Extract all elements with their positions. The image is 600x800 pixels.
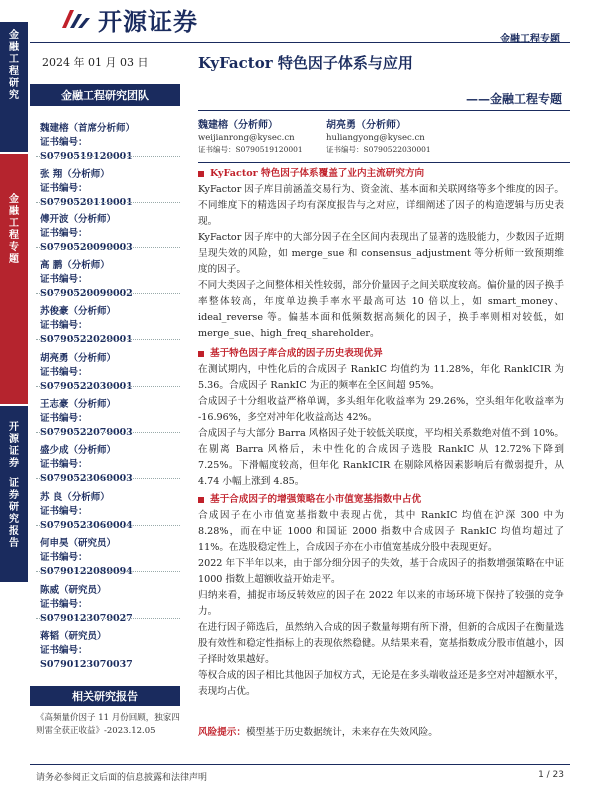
team-label: 金融工程研究团队 — [30, 84, 180, 106]
company-logo — [58, 4, 268, 34]
analyst-cert: 证书编号：S0790523060004 — [40, 506, 133, 531]
related-report-link[interactable]: 《高频量价因子 11 月份回顾，独家四则雷全获正收益》-2023.12.05 — [36, 713, 180, 736]
footer-disclaimer: 请务必参阅正文后面的信息披露和法律声明 — [36, 773, 208, 783]
analyst-card — [40, 630, 180, 672]
rail-char: 融 — [9, 206, 19, 217]
analyst-divider — [36, 202, 180, 203]
analyst-name: 陈威（研究员） — [40, 585, 107, 596]
page-number: 1 / 23 — [538, 770, 564, 780]
analyst-cert: 证书编号：S0790523060003 — [40, 459, 133, 484]
rail-char: 工 — [9, 218, 19, 229]
analyst-name: 傅开波（分析师） — [40, 214, 117, 225]
paragraph: 合成因子十分组收益严格单调，多头组年化收益率为 29.26%，空头组年化收益率为 -16.96%，多空对冲年化收益高达 42%。 — [198, 396, 564, 423]
section-1 — [198, 166, 564, 342]
analyst-card — [40, 213, 180, 255]
analyst-divider — [36, 432, 180, 433]
related-reports-label: 相关研究报告 — [30, 686, 180, 706]
analyst-name: 盛少成（分析师） — [40, 445, 117, 456]
paragraph: 归纳来看，捕捉市场反转效应的因子在 2022 年以来的市场环境下保持了较强的竞争力。 — [198, 590, 564, 617]
risk-text: 模型基于历史数据统计，未来存在失效风险。 — [245, 727, 438, 738]
section-heading — [198, 346, 564, 362]
analyst-card — [40, 491, 180, 533]
analyst-name: 魏建榕（首席分析师） — [40, 123, 136, 134]
analyst-card — [40, 168, 180, 210]
rail-char: 融 — [9, 42, 19, 53]
rail-char: 金 — [9, 30, 19, 41]
analyst-name: 苏 良（分析师） — [40, 492, 110, 503]
rail-char: 究 — [9, 514, 19, 525]
author-cert: 证书编号：S0790519120001 — [198, 145, 303, 154]
rail-char: 源 — [9, 434, 19, 445]
section-2 — [198, 346, 564, 490]
author-block — [326, 120, 431, 156]
paragraph: 在测试期内，中性化后的合成因子 RankIC 均值约为 11.28%，年化 RankICIR 为 5.36。合成因子 RankIC 为正的频率在全区间超 95%。 — [198, 364, 564, 391]
rail-char: 券 — [9, 458, 19, 469]
analyst-divider — [36, 525, 180, 526]
header-divider — [30, 42, 570, 43]
analyst-name: 蒋韬（研究员） — [40, 631, 107, 642]
author-email[interactable]: weijianrong@kysec.cn — [198, 133, 295, 143]
analyst-name: 何申昊（研究员） — [40, 538, 117, 549]
logo-mark-icon — [58, 6, 92, 32]
section-3 — [198, 492, 564, 700]
author-name: 魏建榕（分析师） — [198, 120, 278, 131]
analyst-cert: 证书编号：S0790522030001 — [40, 367, 133, 392]
section-heading — [198, 492, 564, 508]
logo-text: 开源证券 — [98, 7, 198, 36]
analyst-divider — [36, 339, 180, 340]
author-cert: 证书编号：S0790522030001 — [326, 145, 431, 154]
analyst-card — [40, 352, 180, 394]
paragraph: 等权合成的因子相比其他因子加权方式，无论是在多头端收益还是多空对冲超额水平，表现均占优。 — [198, 670, 564, 697]
section-heading-text: 基于合成因子的增强策略在小市值宽基指数中占优 — [210, 494, 422, 505]
risk-label: 风险提示： — [198, 727, 246, 738]
risk-warning — [198, 724, 438, 738]
vertical-rail — [0, 22, 28, 582]
analyst-divider — [36, 478, 180, 479]
paragraph: 不同大类因子之间整体相关性较弱，部分价量因子之间关联度较高。偏价量的因子换手率整体较高，年度单边换手率水平最高可达 10 倍以上，如 smart_money、ideal_reverse 等。偏基本面和低频数据高频化的因子，换手率则相对较低，如 merge_sue、high_freq_shareholder。 — [198, 280, 564, 339]
paragraph: 在进行因子筛选后，虽然纳入合成的因子数量每期有所下滑，但新的合成因子在衡量选股有效性和稳定性指标上的表现依然稳健。从结果来看，宽基指数成分股市值越小，因子择时效果越好。 — [198, 622, 564, 665]
analyst-card — [40, 444, 180, 486]
analyst-cert: 证书编号：S0790123070037 — [40, 645, 133, 670]
rail-char: 程 — [9, 66, 19, 77]
analyst-card — [40, 537, 180, 579]
analyst-card — [40, 398, 180, 440]
report-date: 2024 年 01 月 03 日 — [42, 56, 149, 69]
author-block — [198, 120, 303, 156]
author-divider — [198, 162, 570, 163]
rail-char: 专 — [9, 242, 19, 253]
analyst-name: 胡亮勇（分析师） — [40, 353, 117, 364]
rail-char: 究 — [9, 90, 19, 101]
rail-char: 券 — [9, 490, 19, 501]
rail-char: 工 — [9, 54, 19, 65]
bullet-icon — [198, 351, 204, 357]
analyst-cert: 证书编号：S0790123070027 — [40, 599, 133, 624]
rail-segment-topic — [0, 154, 28, 404]
analyst-cert: 证书编号：S0790520090003 — [40, 228, 133, 253]
section-heading-text: 基于特色因子库合成的因子历史表现优异 — [210, 348, 383, 359]
analyst-cert: 证书编号：S0790522070003 — [40, 413, 133, 438]
analyst-card — [40, 305, 180, 347]
paragraph: KyFactor 因子库目前涵盖交易行为、资金流、基本面和关联网络等多个维度的因子。不同维度下的精选因子均有深度报告与之对应，详细阐述了因子的构造逻辑与历史表现。 — [198, 184, 564, 227]
rail-segment-research — [0, 22, 28, 152]
analyst-divider — [36, 571, 180, 572]
title-divider — [198, 110, 570, 111]
analyst-cert: 证书编号：S0790122080094 — [40, 552, 133, 577]
rail-char: 告 — [9, 538, 19, 549]
rail-char: 研 — [9, 78, 19, 89]
analyst-name: 苏俊豪（分析师） — [40, 306, 117, 317]
analyst-card — [40, 584, 180, 626]
rail-char: 程 — [9, 230, 19, 241]
section-heading-text: KyFactor 特色因子体系覆盖了业内主流研究方向 — [210, 168, 425, 179]
section-heading — [198, 166, 564, 182]
bullet-icon — [198, 497, 204, 503]
paragraph: 合成因子与大部分 Barra 风格因子处于较低关联度，平均相关系数绝对值不到 10%。在剔离 Barra 风格后，未中性化的合成因子选股 RankIC 从 12.72%下降到 7.25%。下滑幅度较高，但年化 RankICIR 在剔除风格因素影响后有微弱提升，从 4.74 小幅上涨到 4.85。 — [198, 428, 564, 487]
bullet-icon — [198, 171, 204, 177]
rail-char: 证 — [9, 446, 19, 457]
analyst-divider — [36, 247, 180, 248]
footer-divider — [30, 764, 570, 765]
author-name: 胡亮勇（分析师） — [326, 120, 406, 131]
paragraph: 合成因子在小市值宽基指数中表现占优，其中 RankIC 均值在沪深 300 中为 8.28%，而在中证 1000 和国证 2000 指数中合成因子 RankIC 均值均超过了 11%。在选股稳定性上，合成因子亦在小市值宽基成分股中表现更好。 — [198, 510, 564, 553]
author-email[interactable]: huliangyong@kysec.cn — [326, 133, 425, 143]
rail-char: 开 — [9, 422, 19, 433]
analyst-cert: 证书编号：S0790519120001 — [40, 137, 133, 162]
analyst-cert: 证书编号：S0790520110001 — [40, 183, 133, 208]
paragraph: 2022 年下半年以来，由于部分细分因子的失效，基于合成因子的指数增强策略在中证 1000 指数上超额收益开始走平。 — [198, 558, 564, 585]
report-subtitle: ——金融工程专题 — [465, 92, 562, 106]
rail-char: 研 — [9, 502, 19, 513]
analyst-divider — [36, 156, 180, 157]
analyst-divider — [36, 293, 180, 294]
report-title: KyFactor 特色因子体系与应用 — [198, 54, 413, 72]
analyst-cert: 证书编号：S0790520090002 — [40, 274, 133, 299]
rail-char: 报 — [9, 526, 19, 537]
analyst-name: 高 鹏（分析师） — [40, 260, 110, 271]
analyst-name: 张 翔（分析师） — [40, 169, 110, 180]
analyst-name: 王志豪（分析师） — [40, 399, 117, 410]
analyst-cert: 证书编号：S0790522020001 — [40, 320, 133, 345]
analyst-divider — [36, 386, 180, 387]
analyst-divider — [36, 618, 180, 619]
rail-char: 题 — [9, 254, 19, 265]
rail-char: 金 — [9, 194, 19, 205]
analyst-card — [40, 259, 180, 301]
rail-char: 证 — [9, 478, 19, 489]
header-tag: 金融工程专题 — [500, 34, 560, 45]
paragraph: KyFactor 因子库中的大部分因子在全区间内表现出了显著的选股能力，少数因子近期呈现失效的风险，如 merge_sue 和 consensus_adjustment 等分析师一致预期维度的因子。 — [198, 232, 564, 275]
analyst-card — [40, 122, 180, 164]
rail-segment-brand — [0, 406, 28, 582]
